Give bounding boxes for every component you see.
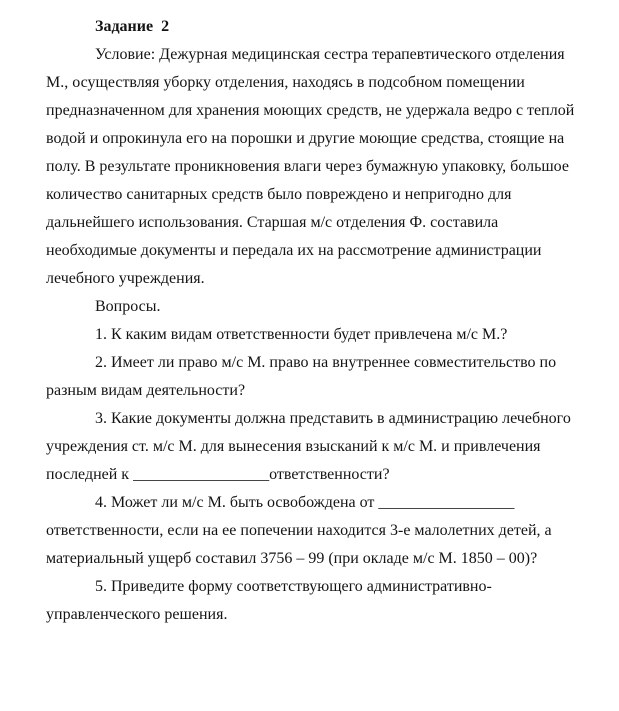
question-5-line-1: 5. Приведите форму соответствующего административно- (95, 578, 492, 595)
question-3-line-1: 3. Какие документы должна представить в администрацию лечебного (95, 410, 571, 427)
condition-line-9: лечебного учреждения. (46, 270, 205, 287)
condition-line-3: предназначенном для хранения моющих средств, не удержала ведро с теплой (46, 102, 575, 119)
question-1-line-1: 1. К каким видам ответственности будет привлечена м/с М.? (95, 326, 508, 343)
condition-line-2: М., осуществляя уборку отделения, находясь в подсобном помещении (46, 74, 525, 91)
question-4-line-1: 4. Может ли м/с М. быть освобождена от _________________ (95, 494, 515, 511)
question-3-line-3: последней к _________________ответственности? (46, 466, 390, 483)
questions-heading: Вопросы. (95, 298, 161, 315)
condition-line-4: водой и опрокинула его на порошки и другие моющие средства, стоящие на (46, 130, 565, 147)
question-4-line-2: ответственности, если на ее попечении находится 3-е малолетних детей, а (46, 522, 552, 539)
question-4-line-3: материальный ущерб составил 3756 – 99 (при окладе м/с М. 1850 – 00)? (46, 550, 538, 567)
condition-line-5: полу. В результате проникновения влаги через бумажную упаковку, большое (46, 158, 569, 175)
condition-line-6: количество санитарных средств было повреждено и непригодно для (46, 186, 512, 203)
question-5-line-2: управленческого решения. (46, 606, 228, 623)
document-title: Задание 2 (95, 18, 170, 35)
question-3-line-2: учреждения ст. м/с М. для вынесения взысканий к м/с М. и привлечения (46, 438, 541, 455)
condition-line-1: Условие: Дежурная медицинская сестра терапевтического отделения (95, 46, 565, 63)
condition-line-7: дальнейшего использования. Старшая м/с отделения Ф. составила (46, 214, 499, 231)
question-2-line-2: разным видам деятельности? (46, 382, 246, 399)
condition-line-8: необходимые документы и передала их на рассмотрение администрации (46, 242, 542, 259)
question-2-line-1: 2. Имеет ли право м/с М. право на внутреннее совместительство по (95, 354, 557, 371)
